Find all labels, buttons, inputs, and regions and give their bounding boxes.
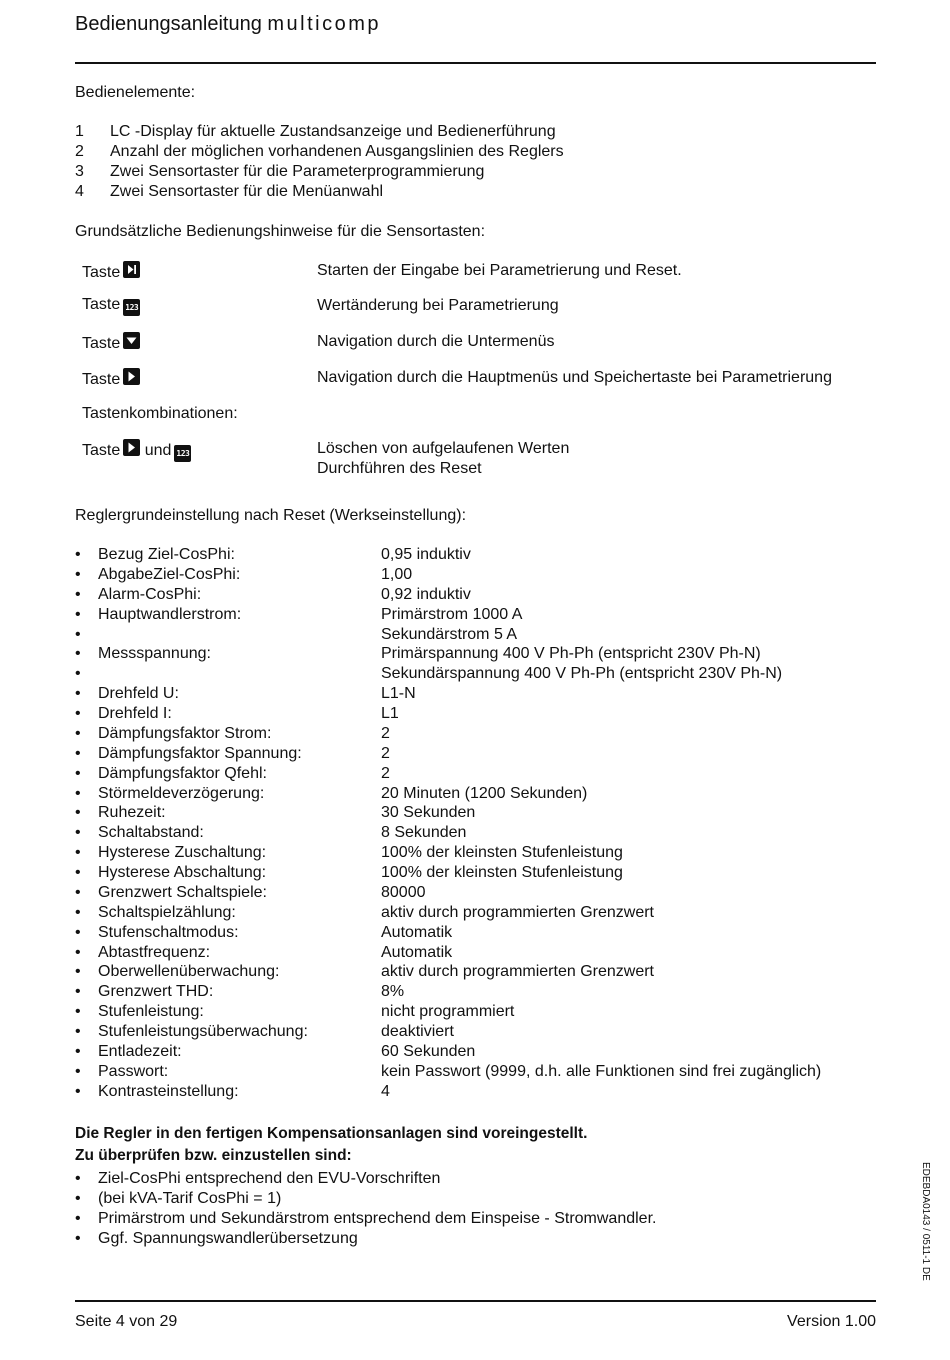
- version-label: Version 1.00: [787, 1313, 876, 1330]
- arrow-right-key-icon: [123, 368, 140, 385]
- setting-name: Abtastfrequenz:: [98, 943, 211, 961]
- bullet: •: [75, 585, 81, 603]
- arrow-right-key-icon: [123, 439, 140, 456]
- setting-name: Bezug Ziel-CosPhi:: [98, 546, 235, 563]
- page-number: Seite 4 von 29: [75, 1313, 178, 1330]
- setting-name: Messspannung:: [98, 645, 211, 663]
- setting-name: Kontrasteinstellung:: [98, 1082, 239, 1100]
- setting-name: Hysterese Abschaltung:: [98, 864, 267, 881]
- bullet: •: [75, 1170, 81, 1187]
- check-item-text: Primärstrom und Sekundärstrom entsprechend dem Einspeise - Stromwandler.: [98, 1210, 657, 1227]
- key-label: Taste: [82, 332, 140, 353]
- setting-value: 0,95 induktiv: [381, 546, 471, 563]
- check-item-text: Ggf. Spannungswandlerübersetzung: [98, 1230, 358, 1247]
- list-item: 4 Zwei Sensortaster für die Menüanwahl: [75, 183, 384, 200]
- bullet: •: [75, 625, 81, 643]
- title-prefix: Bedienungsanleitung: [75, 13, 262, 35]
- setting-value: Automatik: [381, 943, 453, 961]
- list-item: [75, 1062, 875, 1082]
- list-item: [75, 545, 875, 565]
- key-description: Navigation durch die Hauptmenüs und Speichertaste bei Parametrierung: [317, 369, 832, 386]
- digits-123-key-icon: 123: [123, 299, 140, 316]
- list-item: [75, 644, 875, 664]
- key-description: Wertänderung bei Parametrierung: [317, 297, 559, 314]
- bullet: •: [75, 1062, 81, 1080]
- key-description: Navigation durch die Untermenüs: [317, 333, 555, 350]
- list-item: [75, 863, 875, 883]
- digits-123-key-icon: 123: [174, 445, 191, 462]
- setting-value: 80000: [381, 883, 426, 901]
- bullet: •: [75, 1023, 81, 1040]
- setting-name: Stufenschaltmodus:: [98, 923, 239, 941]
- bullet: •: [75, 565, 81, 583]
- setting-value: 2: [381, 744, 390, 762]
- bullet: •: [75, 864, 81, 881]
- key-label: Taste 123: [82, 296, 140, 316]
- setting-value: 20 Minuten (1200 Sekunden): [381, 784, 588, 802]
- setting-name: Drehfeld I:: [98, 705, 172, 722]
- setting-value: 100% der kleinsten Stufenleistung: [381, 844, 623, 862]
- list-item: [75, 923, 875, 943]
- list-item: [75, 1042, 875, 1062]
- bullet: •: [75, 605, 81, 623]
- bullet: •: [75, 943, 81, 961]
- setting-value: 0,92 induktiv: [381, 585, 471, 603]
- bullet: •: [75, 685, 81, 703]
- setting-name: Dämpfungsfaktor Qfehl:: [98, 764, 267, 782]
- setting-value: nicht programmiert: [381, 1003, 515, 1021]
- bullet: •: [75, 784, 81, 802]
- list-item: [75, 1022, 875, 1042]
- list-item: [75, 903, 875, 923]
- setting-value: 30 Sekunden: [381, 804, 476, 822]
- list-item: [75, 843, 875, 863]
- bullet: •: [75, 1082, 81, 1100]
- setting-value: 2: [381, 724, 390, 742]
- check-item-text: (bei kVA-Tarif CosPhi = 1): [98, 1190, 282, 1207]
- setting-value: 2: [381, 764, 390, 782]
- setting-value: Primärspannung 400 V Ph-Ph (entspricht 230V Ph-N): [381, 645, 761, 663]
- list-item: [75, 664, 875, 684]
- defaults-heading: Reglergrundeinstellung nach Reset (Werkseinstellung):: [75, 507, 467, 524]
- setting-name: Dämpfungsfaktor Strom:: [98, 724, 272, 742]
- bullet: •: [75, 645, 81, 663]
- list-item: [75, 784, 875, 804]
- bullet: •: [75, 724, 81, 742]
- setting-name: Dämpfungsfaktor Spannung:: [98, 744, 302, 762]
- key-description: Starten der Eingabe bei Parametrierung und Reset.: [317, 262, 682, 279]
- play-end-key-icon: [123, 261, 140, 278]
- note-line-2: Zu überprüfen bzw. einzustellen sind:: [75, 1147, 352, 1164]
- setting-value: deaktiviert: [381, 1023, 454, 1040]
- check-item-text: Ziel-CosPhi entsprechend den EVU-Vorschriften: [98, 1170, 441, 1187]
- list-item: [75, 605, 875, 625]
- setting-name: Ruhezeit:: [98, 804, 166, 822]
- list-item: [75, 883, 875, 903]
- list-item: [75, 744, 875, 764]
- bullet: •: [75, 744, 81, 762]
- setting-value: aktiv durch programmierten Grenzwert: [381, 903, 654, 921]
- setting-value: 1,00: [381, 565, 413, 583]
- bullet: •: [75, 546, 81, 563]
- list-item: [75, 724, 875, 744]
- list-item: 2 Anzahl der möglichen vorhandenen Ausgangslinien des Reglers: [75, 143, 564, 160]
- setting-name: Passwort:: [98, 1062, 169, 1080]
- setting-value: Sekundärstrom 5 A: [381, 625, 518, 643]
- list-item: 3 Zwei Sensortaster für die Parameterprogrammierung: [75, 163, 485, 180]
- list-item: [75, 1082, 875, 1102]
- document-title: [75, 13, 381, 36]
- setting-name: Hysterese Zuschaltung:: [98, 844, 267, 862]
- bullet: •: [75, 1003, 81, 1021]
- bullet: •: [75, 883, 81, 901]
- list-item: [75, 803, 875, 823]
- list-item: [75, 943, 875, 963]
- defaults-list: [75, 545, 875, 1102]
- combinations-heading: Tastenkombinationen:: [82, 405, 238, 422]
- list-item: [75, 565, 875, 585]
- controls-list: [75, 122, 564, 202]
- setting-name: AbgabeZiel-CosPhi:: [98, 565, 241, 583]
- bullet: •: [75, 923, 81, 941]
- bullet: •: [75, 963, 81, 981]
- arrow-down-key-icon: [123, 332, 140, 349]
- bullet: •: [75, 844, 81, 862]
- setting-value: L1: [381, 705, 399, 722]
- list-item: [75, 704, 875, 724]
- setting-name: Hauptwandlerstrom:: [98, 605, 242, 623]
- controls-heading: Bedienelemente:: [75, 84, 196, 101]
- setting-value: kein Passwort (9999, d.h. alle Funktionen sind frei zugänglich): [381, 1062, 822, 1080]
- setting-value: Primärstrom 1000 A: [381, 605, 523, 623]
- bullet: •: [75, 705, 81, 722]
- setting-name: Schaltspielzählung:: [98, 903, 236, 921]
- document-code: EDEBDA0143 / 0511-1 DE: [920, 1162, 931, 1281]
- list-item: [75, 1002, 875, 1022]
- list-item: [75, 625, 875, 645]
- setting-name: Stufenleistungsüberwachung:: [98, 1023, 308, 1040]
- setting-name: Drehfeld U:: [98, 685, 179, 703]
- keys-heading: Grundsätzliche Bedienungshinweise für die Sensortasten:: [75, 223, 486, 240]
- list-item: [75, 982, 875, 1002]
- bullet: •: [75, 1210, 81, 1227]
- bullet: •: [75, 1190, 81, 1207]
- setting-name: Störmeldeverzögerung:: [98, 784, 265, 802]
- brand-name: multicomp: [267, 13, 382, 35]
- bullet: •: [75, 903, 81, 921]
- list-item: [75, 962, 875, 982]
- setting-name: Stufenleistung:: [98, 1003, 204, 1021]
- setting-value: aktiv durch programmierten Grenzwert: [381, 963, 654, 981]
- list-item: [75, 585, 875, 605]
- setting-value: Sekundärspannung 400 V Ph-Ph (entspricht 230V Ph-N): [381, 665, 783, 683]
- list-item: [75, 764, 875, 784]
- list-item: [75, 823, 875, 843]
- bullet: •: [75, 983, 81, 1001]
- key-label: Taste und 123: [82, 439, 191, 462]
- key-label: Taste: [82, 368, 140, 389]
- key-description: Löschen von aufgelaufenen Werten Durchführen des Reset: [317, 440, 570, 477]
- key-label: Taste: [82, 261, 140, 282]
- setting-value: 4: [381, 1082, 390, 1100]
- setting-name: Grenzwert THD:: [98, 983, 214, 1001]
- bullet: •: [75, 1230, 81, 1247]
- setting-value: 100% der kleinsten Stufenleistung: [381, 864, 623, 881]
- setting-value: 8%: [381, 983, 405, 1001]
- setting-value: 8 Sekunden: [381, 824, 467, 842]
- combo-connector: und: [144, 442, 172, 459]
- setting-name: Entladezeit:: [98, 1042, 182, 1060]
- footer-divider: [75, 1300, 876, 1302]
- list-item: [75, 684, 875, 704]
- setting-name: Alarm-CosPhi:: [98, 585, 202, 603]
- setting-value: 60 Sekunden: [381, 1042, 476, 1060]
- setting-name: Oberwellenüberwachung:: [98, 963, 280, 981]
- note-line-1: Die Regler in den fertigen Kompensationsanlagen sind voreingestellt.: [75, 1125, 588, 1142]
- setting-name: Schaltabstand:: [98, 824, 204, 842]
- list-item: 1 LC -Display für aktuelle Zustandsanzeige und Bedienerführung: [75, 123, 556, 140]
- setting-name: Grenzwert Schaltspiele:: [98, 883, 267, 901]
- setting-value: Automatik: [381, 923, 453, 941]
- bullet: •: [75, 1042, 81, 1060]
- bullet: •: [75, 665, 81, 683]
- setting-value: L1-N: [381, 685, 416, 703]
- bullet: •: [75, 804, 81, 822]
- header-divider: [75, 62, 876, 64]
- bullet: •: [75, 824, 81, 842]
- bullet: •: [75, 764, 81, 782]
